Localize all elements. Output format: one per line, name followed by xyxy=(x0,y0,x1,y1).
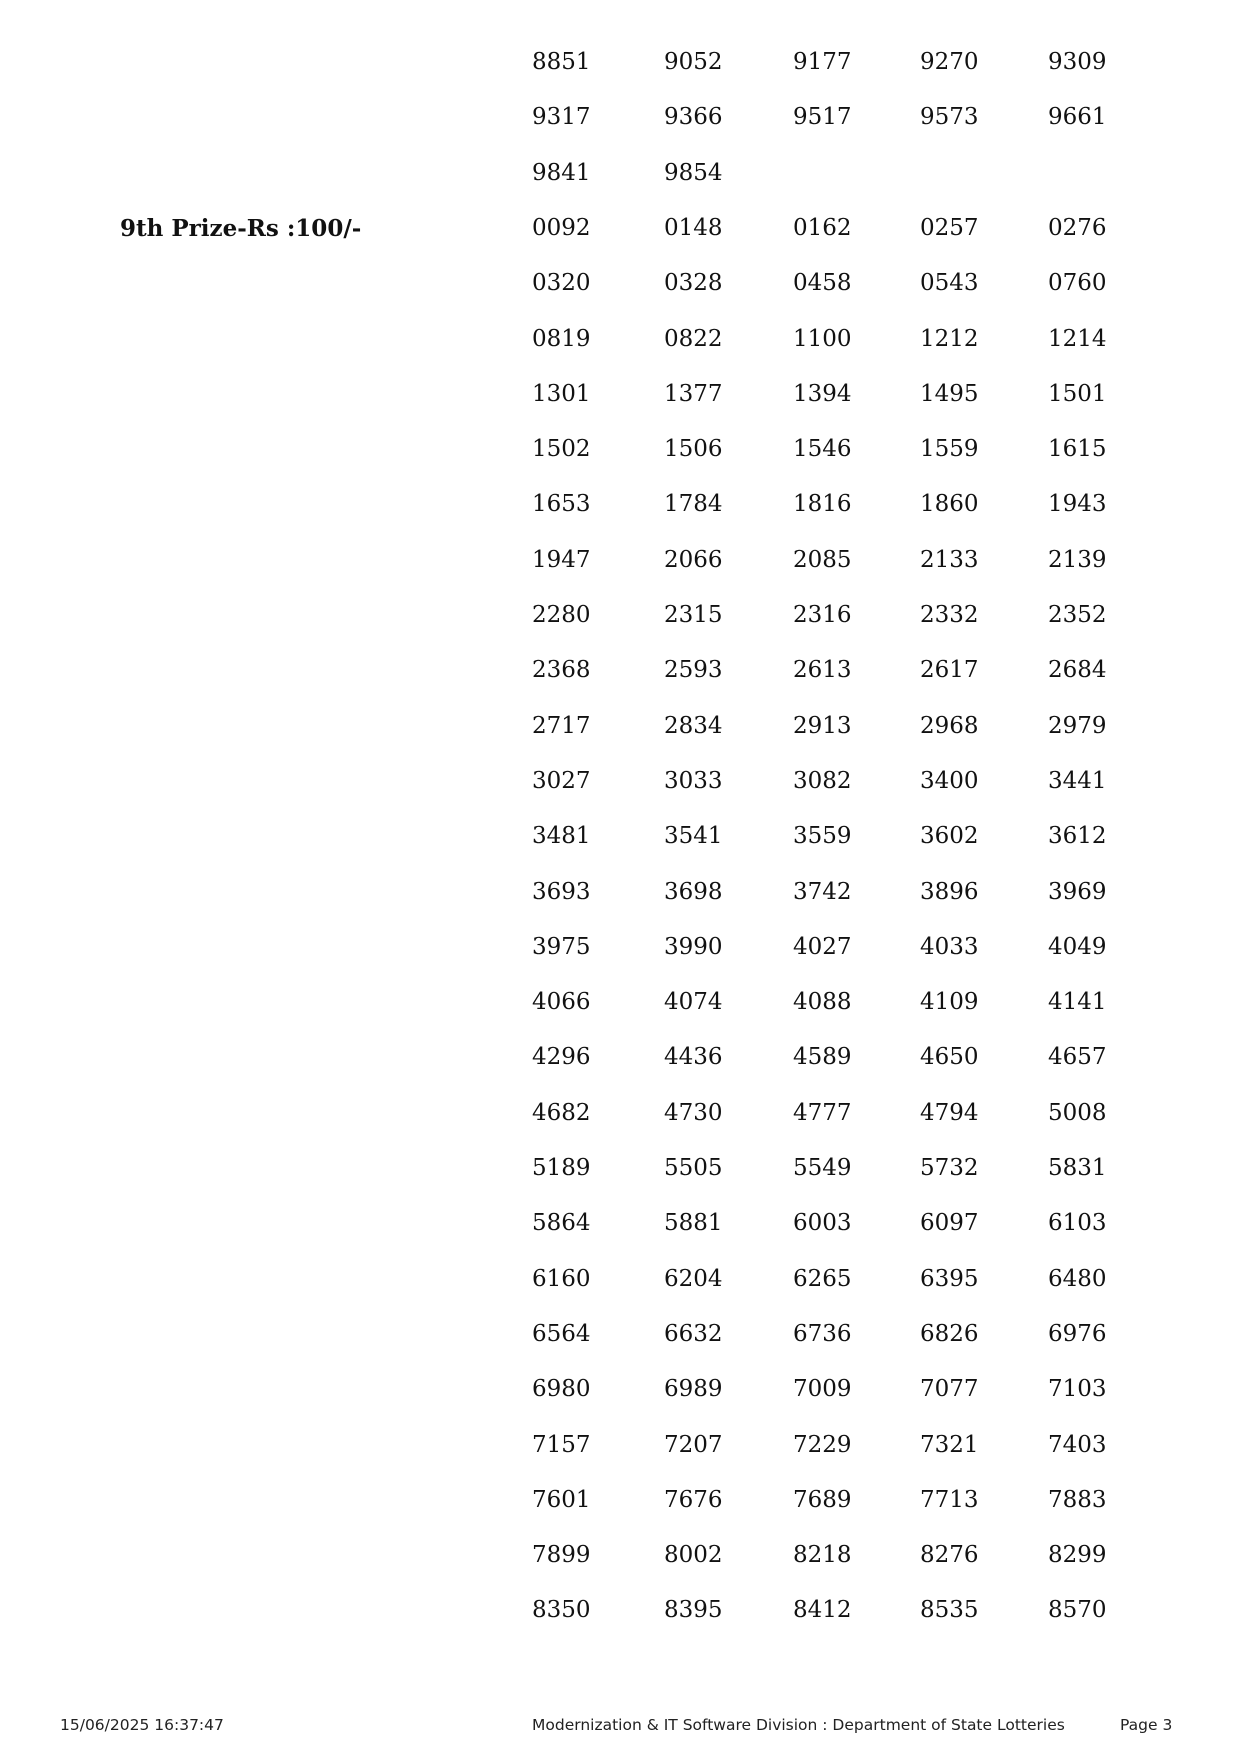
winning-number: 5732 xyxy=(920,1155,979,1182)
winning-number: 1653 xyxy=(532,491,591,518)
winning-number: 9366 xyxy=(664,104,723,131)
winning-number: 4436 xyxy=(664,1044,723,1071)
winning-number: 2368 xyxy=(532,657,591,684)
winning-number: 7676 xyxy=(664,1486,723,1513)
winning-number: 7077 xyxy=(920,1376,979,1403)
winning-number: 4296 xyxy=(532,1044,591,1071)
winning-number: 2332 xyxy=(920,602,979,629)
winning-number: 9661 xyxy=(1048,104,1107,131)
winning-number: 3400 xyxy=(920,767,979,794)
winning-number: 9052 xyxy=(664,49,723,75)
winning-number: 5831 xyxy=(1048,1155,1107,1182)
winning-number: 0822 xyxy=(664,325,723,352)
winning-number: 6003 xyxy=(793,1210,852,1237)
winning-number: 2979 xyxy=(1048,712,1107,739)
winning-number: 2280 xyxy=(532,602,591,629)
winning-number: 2834 xyxy=(664,712,723,739)
winning-number: 0458 xyxy=(793,270,852,297)
winning-number: 3693 xyxy=(532,878,591,905)
winning-number: 4730 xyxy=(664,1099,723,1126)
winning-number: 4088 xyxy=(793,989,852,1016)
winning-number: 2613 xyxy=(793,657,852,684)
winning-number: 6980 xyxy=(532,1376,591,1403)
winning-number: 7689 xyxy=(793,1486,852,1513)
winning-number: 9517 xyxy=(793,104,852,131)
winning-number: 2617 xyxy=(920,657,979,684)
winning-number: 1784 xyxy=(664,491,723,518)
winning-number: 0148 xyxy=(664,215,723,241)
winning-number: 4682 xyxy=(532,1099,591,1126)
winning-number: 8350 xyxy=(532,1597,591,1624)
winning-number: 8570 xyxy=(1048,1597,1107,1624)
winning-number: 9573 xyxy=(920,104,979,131)
winning-number: 4777 xyxy=(793,1099,852,1126)
winning-number: 6480 xyxy=(1048,1265,1107,1292)
winning-number: 6395 xyxy=(920,1265,979,1292)
winning-number: 0328 xyxy=(664,270,723,297)
winning-numbers-grid xyxy=(532,201,1158,1639)
page-footer xyxy=(0,1716,1240,1740)
winning-number: 2316 xyxy=(793,602,852,629)
winning-number: 9841 xyxy=(532,159,591,186)
winning-number: 3969 xyxy=(1048,878,1107,905)
winning-number: 7009 xyxy=(793,1376,852,1403)
winning-number: 5864 xyxy=(532,1210,591,1237)
winning-numbers-grid xyxy=(532,35,1158,201)
winning-number: 5189 xyxy=(532,1155,591,1182)
winning-number: 1559 xyxy=(920,436,979,463)
winning-number: 2066 xyxy=(664,546,723,573)
winning-number: 4033 xyxy=(920,933,979,960)
footer-page-number: Page 3 xyxy=(1120,1716,1173,1734)
winning-number: 3441 xyxy=(1048,767,1107,794)
prize-label: 9th Prize-Rs :100/- xyxy=(120,215,362,242)
winning-number: 6564 xyxy=(532,1320,591,1347)
winning-number: 9177 xyxy=(793,49,852,75)
winning-number: 6989 xyxy=(664,1376,723,1403)
winning-number: 6097 xyxy=(920,1210,979,1237)
winning-number: 4074 xyxy=(664,989,723,1016)
winning-number: 1816 xyxy=(793,491,852,518)
winning-number: 7207 xyxy=(664,1431,723,1458)
winning-number: 1860 xyxy=(920,491,979,518)
winning-number: 4794 xyxy=(920,1099,979,1126)
winning-number: 2593 xyxy=(664,657,723,684)
winning-number: 0162 xyxy=(793,215,852,241)
winning-number: 1502 xyxy=(532,436,591,463)
winning-number: 3082 xyxy=(793,767,852,794)
winning-number: 3559 xyxy=(793,823,852,850)
winning-number: 0092 xyxy=(532,215,591,241)
winning-number: 6632 xyxy=(664,1320,723,1347)
winning-number: 1377 xyxy=(664,380,723,407)
winning-number: 8002 xyxy=(664,1542,723,1569)
winning-number: 8851 xyxy=(532,49,591,75)
winning-number: 4027 xyxy=(793,933,852,960)
winning-number: 3541 xyxy=(664,823,723,850)
winning-number: 3975 xyxy=(532,933,591,960)
winning-number: 0257 xyxy=(920,215,979,241)
winning-number: 2684 xyxy=(1048,657,1107,684)
winning-number: 1546 xyxy=(793,436,852,463)
winning-number: 4650 xyxy=(920,1044,979,1071)
winning-number: 7103 xyxy=(1048,1376,1107,1403)
winning-number: 2315 xyxy=(664,602,723,629)
winning-number: 7713 xyxy=(920,1486,979,1513)
winning-number: 3027 xyxy=(532,767,591,794)
winning-number: 5505 xyxy=(664,1155,723,1182)
winning-number: 7899 xyxy=(532,1542,591,1569)
winning-number: 1212 xyxy=(920,325,979,352)
winning-number: 4109 xyxy=(920,989,979,1016)
winning-number: 1495 xyxy=(920,380,979,407)
winning-number: 3896 xyxy=(920,878,979,905)
winning-number: 2968 xyxy=(920,712,979,739)
winning-number: 3481 xyxy=(532,823,591,850)
winning-number: 1943 xyxy=(1048,491,1107,518)
footer-timestamp: 15/06/2025 16:37:47 xyxy=(60,1716,224,1734)
winning-number: 1214 xyxy=(1048,325,1107,352)
winning-number: 6736 xyxy=(793,1320,852,1347)
winning-number: 6103 xyxy=(1048,1210,1107,1237)
winning-number: 2717 xyxy=(532,712,591,739)
winning-number: 1615 xyxy=(1048,436,1107,463)
winning-number: 6976 xyxy=(1048,1320,1107,1347)
winning-number: 0760 xyxy=(1048,270,1107,297)
winning-number: 4049 xyxy=(1048,933,1107,960)
winning-number: 9309 xyxy=(1048,49,1107,75)
winning-number: 2133 xyxy=(920,546,979,573)
winning-number: 1947 xyxy=(532,546,591,573)
winning-number: 7321 xyxy=(920,1431,979,1458)
winning-number: 0543 xyxy=(920,270,979,297)
winning-number: 4141 xyxy=(1048,989,1107,1016)
winning-number: 1506 xyxy=(664,436,723,463)
winning-number: 3612 xyxy=(1048,823,1107,850)
winning-number: 2913 xyxy=(793,712,852,739)
winning-number: 5008 xyxy=(1048,1099,1107,1126)
winning-number: 8412 xyxy=(793,1597,852,1624)
winning-number: 0276 xyxy=(1048,215,1107,241)
winning-number: 3990 xyxy=(664,933,723,960)
winning-number: 3033 xyxy=(664,767,723,794)
winning-number: 3698 xyxy=(664,878,723,905)
winning-number: 9270 xyxy=(920,49,979,75)
winning-number: 7403 xyxy=(1048,1431,1107,1458)
winning-number: 2352 xyxy=(1048,602,1107,629)
winning-number: 5549 xyxy=(793,1155,852,1182)
winning-number: 1301 xyxy=(532,380,591,407)
winning-number: 4589 xyxy=(793,1044,852,1071)
winning-number: 9854 xyxy=(664,159,723,186)
winning-number: 4066 xyxy=(532,989,591,1016)
winning-number: 7229 xyxy=(793,1431,852,1458)
winning-number: 8395 xyxy=(664,1597,723,1624)
winning-number: 7601 xyxy=(532,1486,591,1513)
winning-number: 8535 xyxy=(920,1597,979,1624)
winning-number: 7157 xyxy=(532,1431,591,1458)
winning-number: 8218 xyxy=(793,1542,852,1569)
winning-number: 0320 xyxy=(532,270,591,297)
winning-number: 6826 xyxy=(920,1320,979,1347)
winning-number: 5881 xyxy=(664,1210,723,1237)
winning-number: 7883 xyxy=(1048,1486,1107,1513)
winning-number: 1501 xyxy=(1048,380,1107,407)
winning-number: 3602 xyxy=(920,823,979,850)
footer-division: Modernization & IT Software Division : Department of State Lotteries xyxy=(532,1716,1065,1734)
winning-number: 1100 xyxy=(793,325,852,352)
winning-number: 8299 xyxy=(1048,1542,1107,1569)
winning-number: 6265 xyxy=(793,1265,852,1292)
winning-number: 3742 xyxy=(793,878,852,905)
winning-number: 6204 xyxy=(664,1265,723,1292)
winning-number: 9317 xyxy=(532,104,591,131)
winning-number: 2085 xyxy=(793,546,852,573)
winning-number: 2139 xyxy=(1048,546,1107,573)
winning-number: 4657 xyxy=(1048,1044,1107,1071)
winning-number: 0819 xyxy=(532,325,591,352)
winning-number: 1394 xyxy=(793,380,852,407)
winning-number: 8276 xyxy=(920,1542,979,1569)
winning-number: 6160 xyxy=(532,1265,591,1292)
